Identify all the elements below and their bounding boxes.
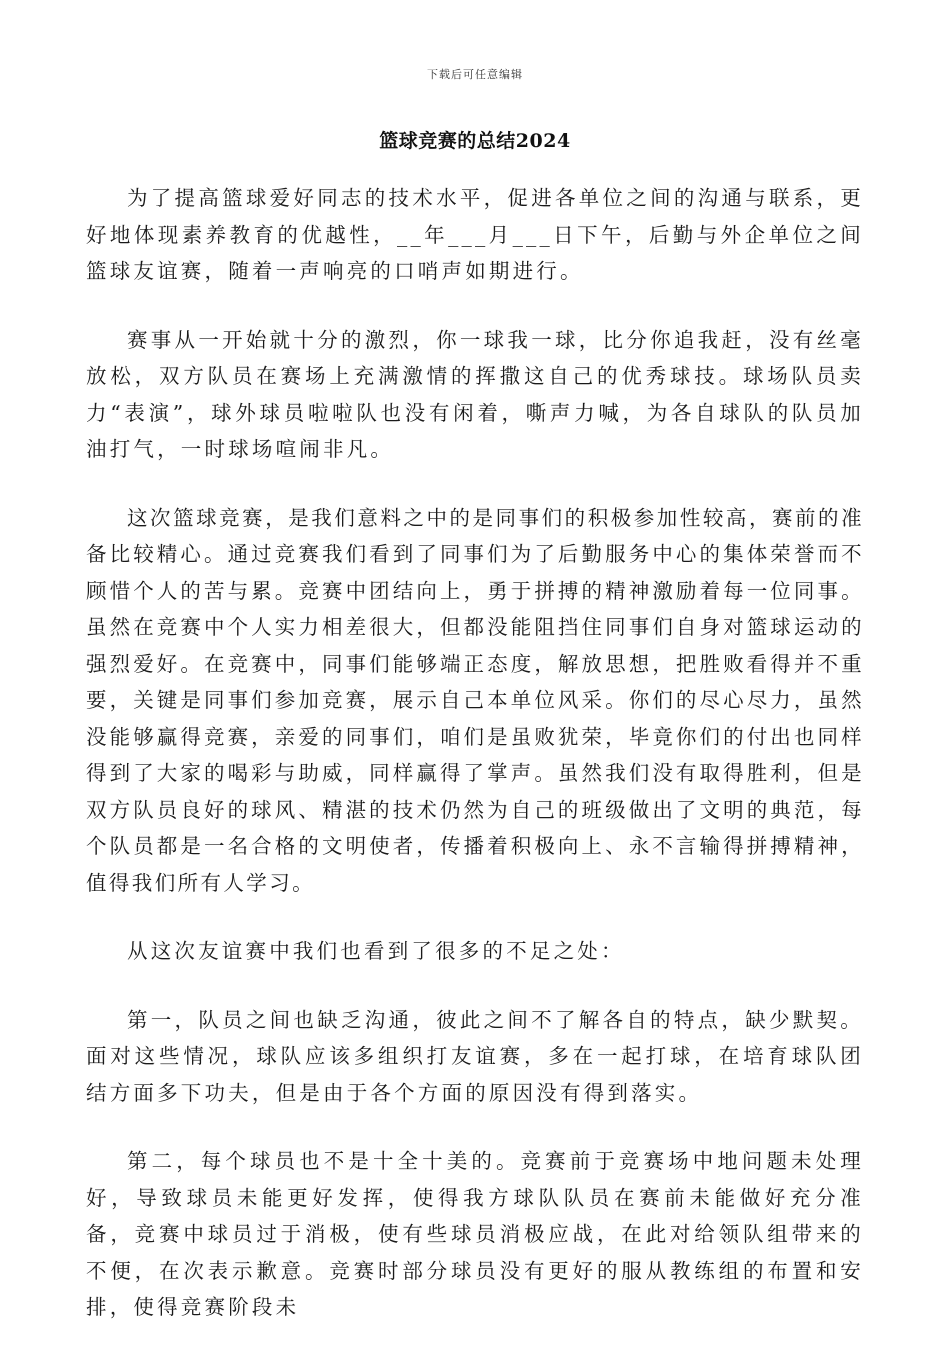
document-title: 篮球竞赛的总结2024 <box>379 130 571 152</box>
paragraph-shortcoming-second: 第二，每个球员也不是十全十美的。竞赛前于竞赛场中地问题未处理好，导致球员未能更好发挥，使得我方球队队员在赛前未能做好充分准备，竞赛中球员过于消极，使有些球员消极应战，在此对给领队组带来的不便，在次表示歉意。竞赛时部分球员没有更好的服从教练组的布置和安排，使得竞赛阶段未 <box>86 1149 864 1319</box>
paragraph-shortcoming-first: 第一，队员之间也缺乏沟通，彼此之间不了解各自的特点，缺少默契。面对这些情况，球队应该多组织打友谊赛，多在一起打球，在培育球队团结方面多下功夫，但是由于各个方面的原因没有得到落实。 <box>86 1007 864 1105</box>
paragraph-reflection: 这次篮球竞赛，是我们意料之中的是同事们的积极参加性较高，赛前的准备比较精心。通过竞赛我们看到了同事们为了后勤服务中心的集体荣誉而不顾惜个人的苦与累。竞赛中团结向上，勇于拼搏的精神激励着每一位同事。虽然在竞赛中个人实力相差很大，但都没能阻挡住同事们自身对篮球运动的强烈爱好。在竞赛中，同事们能够端正态度，解放思想，把胜败看得并不重要，关键是同事们参加竞赛，展示自己本单位风采。你们的尽心尽力，虽然没能够赢得竞赛，亲爱的同事们，咱们是虽败犹荣，毕竟你们的付出也同样得到了大家的喝彩与助威，同样赢得了掌声。虽然我们没有取得胜利，但是双方队员良好的球风、精湛的技术仍然为自己的班级做出了文明的典范，每个队员都是一名合格的文明使者，传播着积极向上、永不言输得拼搏精神，值得我们所有人学习。 <box>86 505 864 895</box>
header-note: 下载后可任意编辑 <box>427 68 523 81</box>
document-body <box>86 180 864 1358</box>
paragraph-match-description: 赛事从一开始就十分的激烈，你一球我一球，比分你追我赶，没有丝毫放松，双方队员在赛场上充满激情的挥撒这自己的优秀球技。球场队员卖力“表演”，球外球员啦啦队也没有闲着，嘶声力喊，为各自球队的队员加油打气，一时球场喧闹非凡。 <box>86 327 864 461</box>
paragraph-shortcomings-intro: 从这次友谊赛中我们也看到了很多的不足之处： <box>127 939 625 963</box>
paragraph-intro: 为了提高篮球爱好同志的技术水平，促进各单位之间的沟通与联系，更好地体现素养教育的优越性，__年___月___日下午，后勤与外企单位之间篮球友谊赛，随着一声响亮的口哨声如期进行。 <box>86 186 864 283</box>
